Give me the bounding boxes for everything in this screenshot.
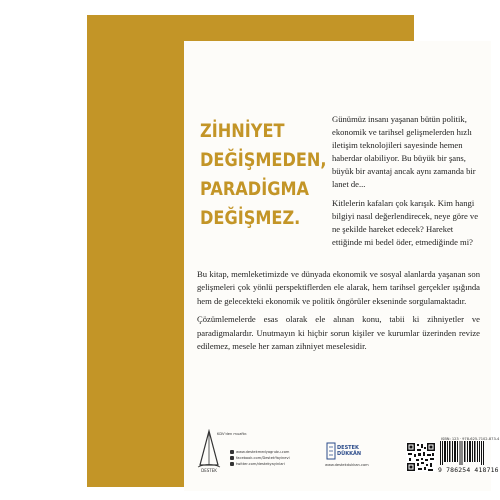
store-url: www.destekdukkan.com xyxy=(325,463,369,467)
publisher-name: DESTEK xyxy=(201,468,217,473)
cover-footer xyxy=(184,411,500,491)
kdv-note: KDV'den muaftır. xyxy=(217,432,248,436)
isbn-text: ISBN: 123 · 978-625-7102-873-4 xyxy=(441,437,500,441)
facebook-icon xyxy=(230,456,234,460)
cover-page xyxy=(184,41,500,491)
qr-code-icon xyxy=(406,442,436,472)
link-twitter: twitter.com/destekyayinlari xyxy=(230,461,290,467)
blurb-column xyxy=(332,113,484,255)
blurb-paragraph-1: Günümüz insanı yaşanan bütün politik, ekonomik ve tarihsel gelişmelerden hızlı iletişim teknolojileri sayesinde hemen haberdar olabiliyor. Bu büyük bir şans, büyük bir avantaj ancak aynı zamanda bir lanet de... xyxy=(332,114,476,189)
link-website: www.destekmedyagrubu.com xyxy=(230,449,290,455)
gold-border xyxy=(87,15,500,487)
headline-line-1: ZİHNİYET xyxy=(200,120,285,142)
body-text xyxy=(197,268,480,358)
body-paragraph-1: Bu kitap, memleketimizde ve dünyada ekonomik ve sosyal alanlarda yaşanan son gelişmeleri çok yönlü perspektiflerden ele alarak, hem tarihsel gerçekler ışığında hem de gelecekteki ekonomik ve politik öngörüler ekseninde sorgulamaktadır. xyxy=(197,269,480,306)
globe-icon xyxy=(230,450,234,454)
headline xyxy=(200,117,327,233)
headline-line-2: DEĞİŞMEDEN, xyxy=(200,149,327,171)
publisher-links xyxy=(230,449,290,467)
barcode-icon xyxy=(440,441,484,465)
body-paragraph-2: Çözümlemelerde esas olarak ele alınan konu, tabii ki zihniyetler ve paradigmalardır. Unutmayın ki hiçbir sorun kişiler ve kurumlar üzerinden revize edilemez, mesele her zaman zihniyet meselesidir. xyxy=(197,314,480,352)
isbn-number: 9 786254 418716 xyxy=(438,466,499,474)
store-name: DESTEK DÜKKÂN xyxy=(337,445,362,457)
link-facebook: facebook.com/DestekYayinevi xyxy=(230,455,290,461)
twitter-icon xyxy=(230,462,234,466)
blurb-paragraph-2: Kitlelerin kafaları çok karışık. Kim hangi bilgiyi nasıl değerlendirecek, neye göre ve ne şekilde hareket edecek? Hareket ettiğinde mi bedel öder, etmediğinde mi? xyxy=(332,198,479,247)
headline-line-4: DEĞİŞMEZ. xyxy=(200,207,301,229)
headline-line-3: PARADİGMA xyxy=(200,178,310,200)
